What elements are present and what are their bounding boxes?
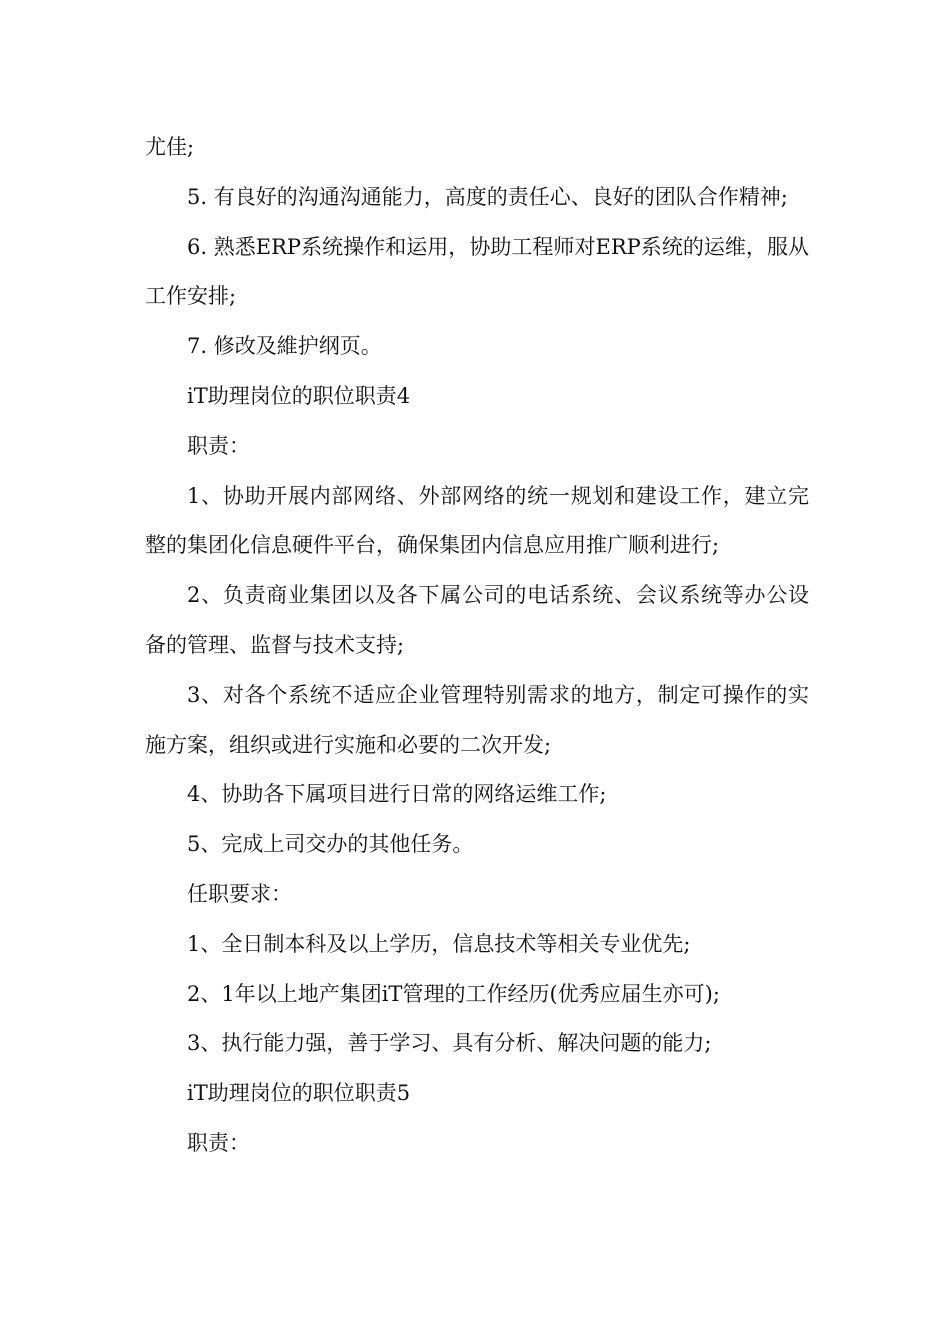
duty-item-3: 3、对各个系统不适应企业管理特别需求的地方，制定可操作的实施方案，组织或进行实施和必要的二次开发; <box>145 682 809 757</box>
requirements-label: 任职要求： <box>187 881 292 906</box>
document-body <box>145 123 809 1169</box>
requirement-item-3: 3、执行能力强，善于学习、具有分析、解决问题的能力; <box>187 1031 712 1056</box>
paragraph-requirement-5: 5. 有良好的沟通沟通能力，高度的责任心、良好的团队合作精神; <box>187 184 788 209</box>
paragraph-requirement-7: 7. 修改及維护纲页。 <box>187 334 382 359</box>
requirement-item-2: 2、1年以上地产集团iT管理的工作经历(优秀应届生亦可); <box>187 981 720 1006</box>
duty-item-5: 5、完成上司交办的其他任务。 <box>187 832 474 857</box>
section-heading-5: iT助理岗位的职位职责5 <box>187 1081 411 1106</box>
duty-item-1: 1、协助开展内部网络、外部网络的统一规划和建设工作，建立完整的集团化信息硬件平台，确保集团内信息应用推广顺利进行; <box>145 483 809 558</box>
duty-item-4: 4、协助各下属项目进行日常的网络运维工作; <box>187 782 607 807</box>
section-heading-4: iT助理岗位的职位职责4 <box>187 383 411 408</box>
duties-label-2: 职责： <box>187 1130 250 1155</box>
duties-label: 职责： <box>187 433 250 458</box>
duty-item-2: 2、负责商业集团以及各下属公司的电话系统、会议系统等办公设备的管理、监督与技术支持; <box>145 583 809 657</box>
requirement-item-1: 1、全日制本科及以上学历，信息技术等相关专业优先; <box>187 931 691 956</box>
paragraph-continuation: 尤佳; <box>145 135 195 159</box>
paragraph-requirement-6: 6. 熟悉ERP系统操作和运用，协助工程师对ERP系统的运维，服从工作安排; <box>145 234 809 309</box>
